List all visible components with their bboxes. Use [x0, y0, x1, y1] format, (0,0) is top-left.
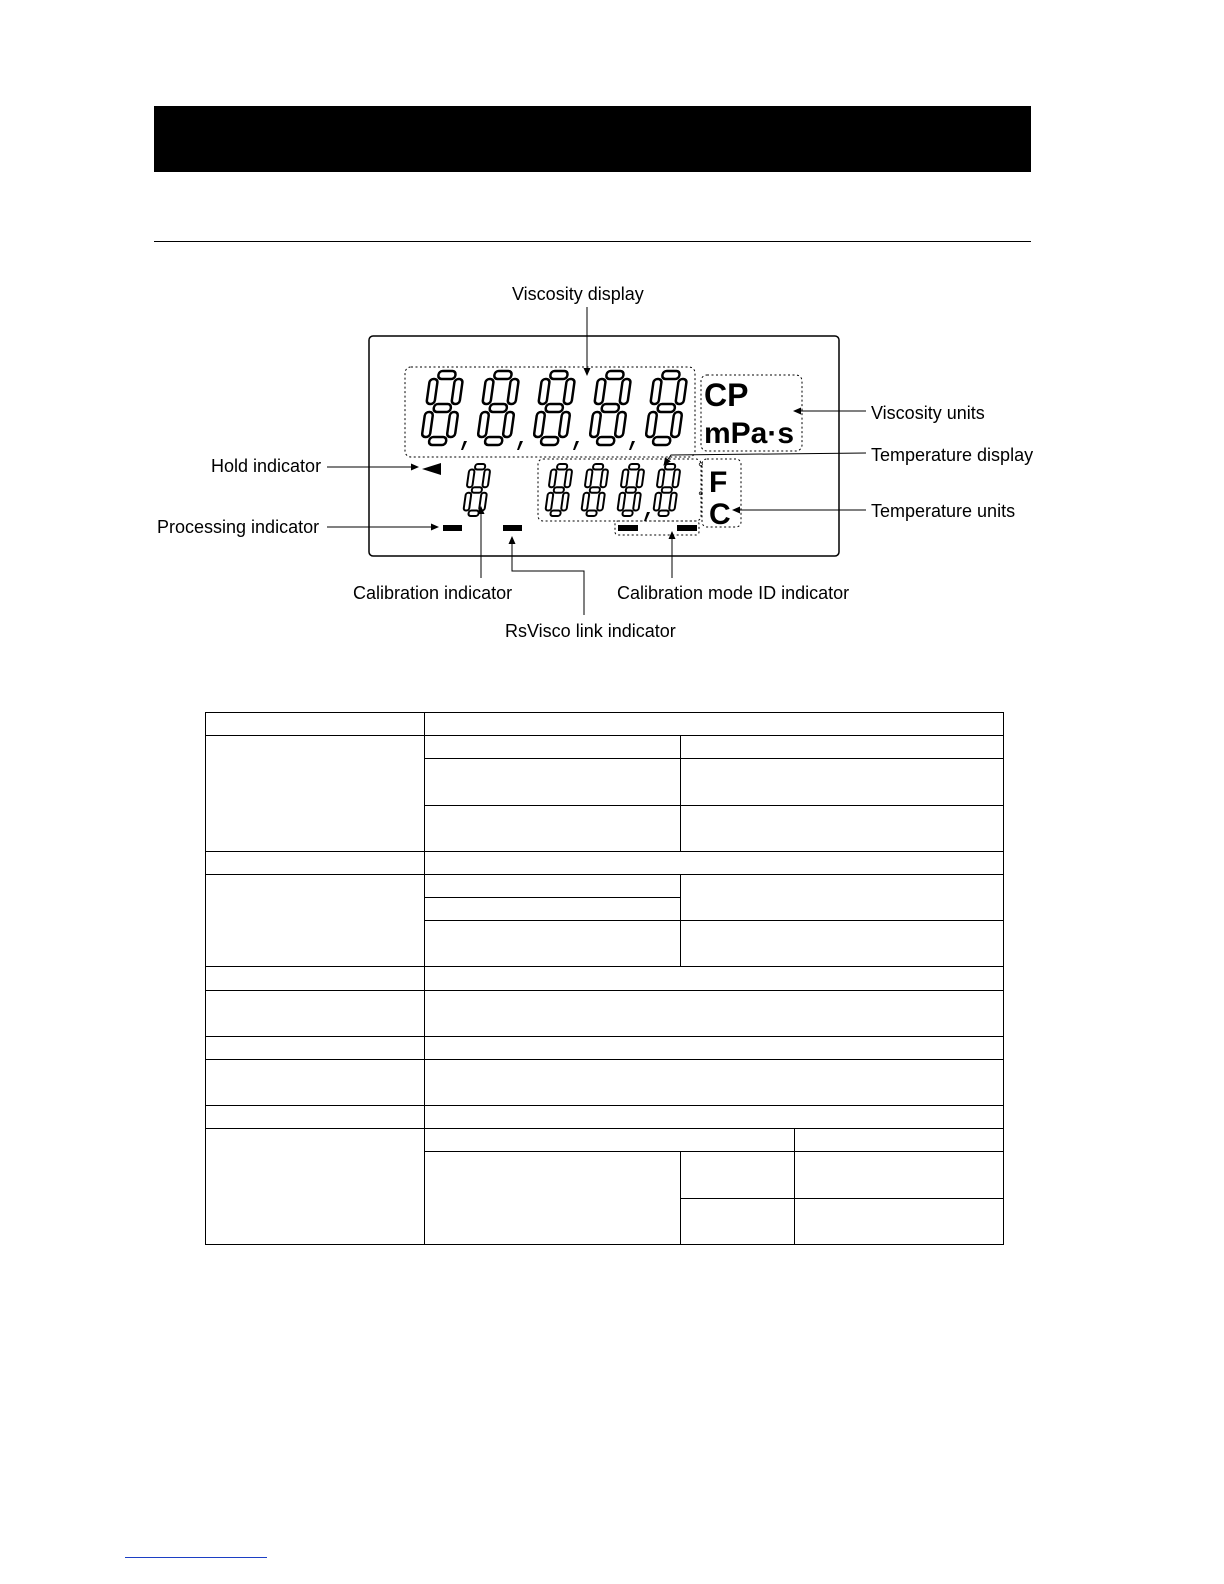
segment-e	[534, 412, 546, 437]
viscosity-decimal-mark	[517, 441, 523, 450]
segment-g	[545, 404, 563, 412]
segment-b	[600, 470, 608, 488]
segment-d	[541, 437, 559, 445]
table-cell	[206, 1106, 425, 1129]
lcd-display-diagram	[0, 0, 1224, 700]
segment-g	[553, 487, 564, 493]
table-cell	[425, 1129, 795, 1152]
label-viscosity-units: Viscosity units	[871, 403, 985, 423]
table-cell	[206, 1059, 425, 1105]
label-temperature-display: Temperature display	[871, 445, 1034, 465]
segment-b	[675, 379, 687, 404]
segment-d	[550, 511, 561, 517]
segment-g	[625, 487, 636, 493]
label-processing-indicator: Processing indicator	[157, 517, 320, 537]
segment-a	[629, 464, 640, 470]
temperature-digit	[581, 464, 609, 516]
segment-g	[589, 487, 600, 493]
label-hold-indicator: Hold indicator	[211, 456, 322, 476]
lcd-diagram-svg	[0, 0, 1224, 700]
segment-e	[463, 493, 471, 511]
segment-c	[597, 493, 605, 511]
table-cell	[795, 1129, 1004, 1152]
table-cell	[206, 1129, 425, 1245]
segment-a	[550, 371, 568, 379]
temperature-digit	[545, 464, 573, 516]
segment-d	[429, 437, 447, 445]
temperature-digits-box	[538, 459, 701, 521]
viscosity-digits	[421, 371, 688, 450]
segment-e	[617, 493, 625, 511]
viscosity-digit	[421, 371, 464, 445]
segment-c	[561, 493, 569, 511]
segment-d	[586, 511, 597, 517]
table-cell	[795, 1152, 1004, 1198]
segment-b	[563, 379, 575, 404]
segment-e	[478, 412, 490, 437]
segment-a	[662, 371, 680, 379]
table-cell	[206, 1036, 425, 1059]
temperature-unit-c: C	[709, 498, 731, 531]
segment-a	[494, 371, 512, 379]
segment-f	[621, 470, 629, 488]
viscosity-decimal-mark	[629, 441, 635, 450]
footer-link-underline[interactable]	[125, 1557, 267, 1558]
label-rsvisco-link-indicator: RsVisco link indicator	[505, 621, 676, 641]
segment-c	[503, 412, 515, 437]
table-cell	[681, 921, 1004, 967]
segment-a	[606, 371, 624, 379]
segment-f	[585, 470, 593, 488]
segment-d	[485, 437, 503, 445]
table-row	[206, 1036, 1004, 1059]
hold-indicator-triangle	[422, 463, 441, 475]
segment-g	[471, 487, 482, 493]
segment-g	[433, 404, 451, 412]
segment-c	[615, 412, 627, 437]
specifications-table	[205, 712, 1004, 1245]
segment-c	[479, 493, 487, 511]
table-row	[206, 851, 1004, 874]
label-calibration-indicator: Calibration indicator	[353, 583, 513, 603]
segment-e	[545, 493, 553, 511]
table-cell	[206, 990, 425, 1036]
table-cell	[206, 851, 425, 874]
segment-c	[669, 493, 677, 511]
segment-c	[447, 412, 459, 437]
segment-f	[594, 379, 606, 404]
rsvisco-link-indicator-bar	[503, 525, 522, 531]
segment-g	[657, 404, 675, 412]
processing-indicator-bar	[443, 525, 462, 531]
segment-e	[653, 493, 661, 511]
segment-b	[619, 379, 631, 404]
temperature-digit	[617, 464, 645, 516]
segment-d	[597, 437, 615, 445]
temperature-digits	[545, 464, 681, 521]
viscosity-digit	[589, 371, 632, 445]
table-cell	[425, 967, 1004, 990]
segment-d	[658, 511, 669, 517]
segment-g	[489, 404, 507, 412]
viscosity-decimal-mark	[461, 441, 467, 450]
temperature-unit-f: F	[709, 466, 728, 499]
segment-c	[559, 412, 571, 437]
calibration-mode-id-bar-left	[618, 525, 638, 531]
table-cell	[425, 1106, 1004, 1129]
table-cell	[681, 736, 1004, 759]
table-cell	[795, 1198, 1004, 1244]
segment-e	[581, 493, 589, 511]
table-cell	[681, 1198, 795, 1244]
table-row	[206, 736, 1004, 759]
segment-f	[538, 379, 550, 404]
temperature-unit-f-degree: °	[698, 459, 704, 475]
segment-b	[564, 470, 572, 488]
segment-g	[661, 487, 672, 493]
segment-b	[482, 470, 490, 488]
label-temperature-units: Temperature units	[871, 501, 1016, 521]
viscosity-digit	[645, 371, 688, 445]
segment-a	[475, 464, 486, 470]
table-cell	[425, 874, 681, 897]
segment-d	[653, 437, 671, 445]
rsvisco-link-leader	[512, 537, 584, 615]
segment-g	[601, 404, 619, 412]
table-cell	[425, 990, 1004, 1036]
table-cell	[425, 805, 681, 851]
table-cell	[425, 759, 681, 805]
table-row	[206, 1106, 1004, 1129]
viscosity-unit-cp: CP	[704, 377, 749, 413]
segment-f	[482, 379, 494, 404]
segment-e	[590, 412, 602, 437]
segment-f	[650, 379, 662, 404]
label-viscosity-display: Viscosity display	[512, 284, 644, 304]
table-cell	[681, 874, 1004, 920]
temperature-unit-c-degree: °	[698, 488, 704, 504]
segment-b	[672, 470, 680, 488]
table-cell	[681, 1152, 795, 1198]
viscosity-decimal-mark	[573, 441, 579, 450]
temperature-display-leader	[664, 453, 866, 465]
table-cell	[425, 1152, 681, 1245]
table-cell	[681, 805, 1004, 851]
table-row	[206, 1129, 1004, 1152]
table-cell	[206, 967, 425, 990]
segment-a	[438, 371, 456, 379]
table-row	[206, 713, 1004, 736]
viscosity-unit-mpas: mPa·s	[704, 417, 795, 450]
table-row	[206, 990, 1004, 1036]
segment-a	[665, 464, 676, 470]
calibration-digit	[463, 464, 491, 516]
table-cell	[681, 759, 1004, 805]
segment-b	[451, 379, 463, 404]
table-cell	[206, 713, 425, 736]
segment-a	[557, 464, 568, 470]
label-calibration-mode-id-indicator: Calibration mode ID indicator	[617, 583, 850, 603]
calibration-mode-id-bar-right	[677, 525, 697, 531]
segment-f	[657, 470, 665, 488]
viscosity-digit	[533, 371, 576, 445]
table-cell	[425, 921, 681, 967]
segment-e	[422, 412, 434, 437]
segment-b	[636, 470, 644, 488]
temperature-digit	[653, 464, 681, 516]
table-row	[206, 874, 1004, 897]
segment-f	[426, 379, 438, 404]
table-cell	[425, 1059, 1004, 1105]
segment-a	[593, 464, 604, 470]
table-cell	[206, 736, 425, 852]
table-cell	[425, 1036, 1004, 1059]
table-cell	[425, 713, 1004, 736]
table-cell	[206, 874, 425, 967]
segment-e	[646, 412, 658, 437]
temperature-decimal-mark	[644, 512, 650, 521]
segment-d	[622, 511, 633, 517]
table-row	[206, 967, 1004, 990]
calibration-digit-glyph	[463, 464, 491, 516]
segment-f	[549, 470, 557, 488]
segment-c	[633, 493, 641, 511]
segment-b	[507, 379, 519, 404]
viscosity-digit	[477, 371, 520, 445]
segment-d	[468, 511, 479, 517]
segment-c	[671, 412, 683, 437]
table-row	[206, 1059, 1004, 1105]
table-cell	[425, 736, 681, 759]
segment-f	[467, 470, 475, 488]
table-cell	[425, 851, 1004, 874]
table-cell	[425, 898, 681, 921]
